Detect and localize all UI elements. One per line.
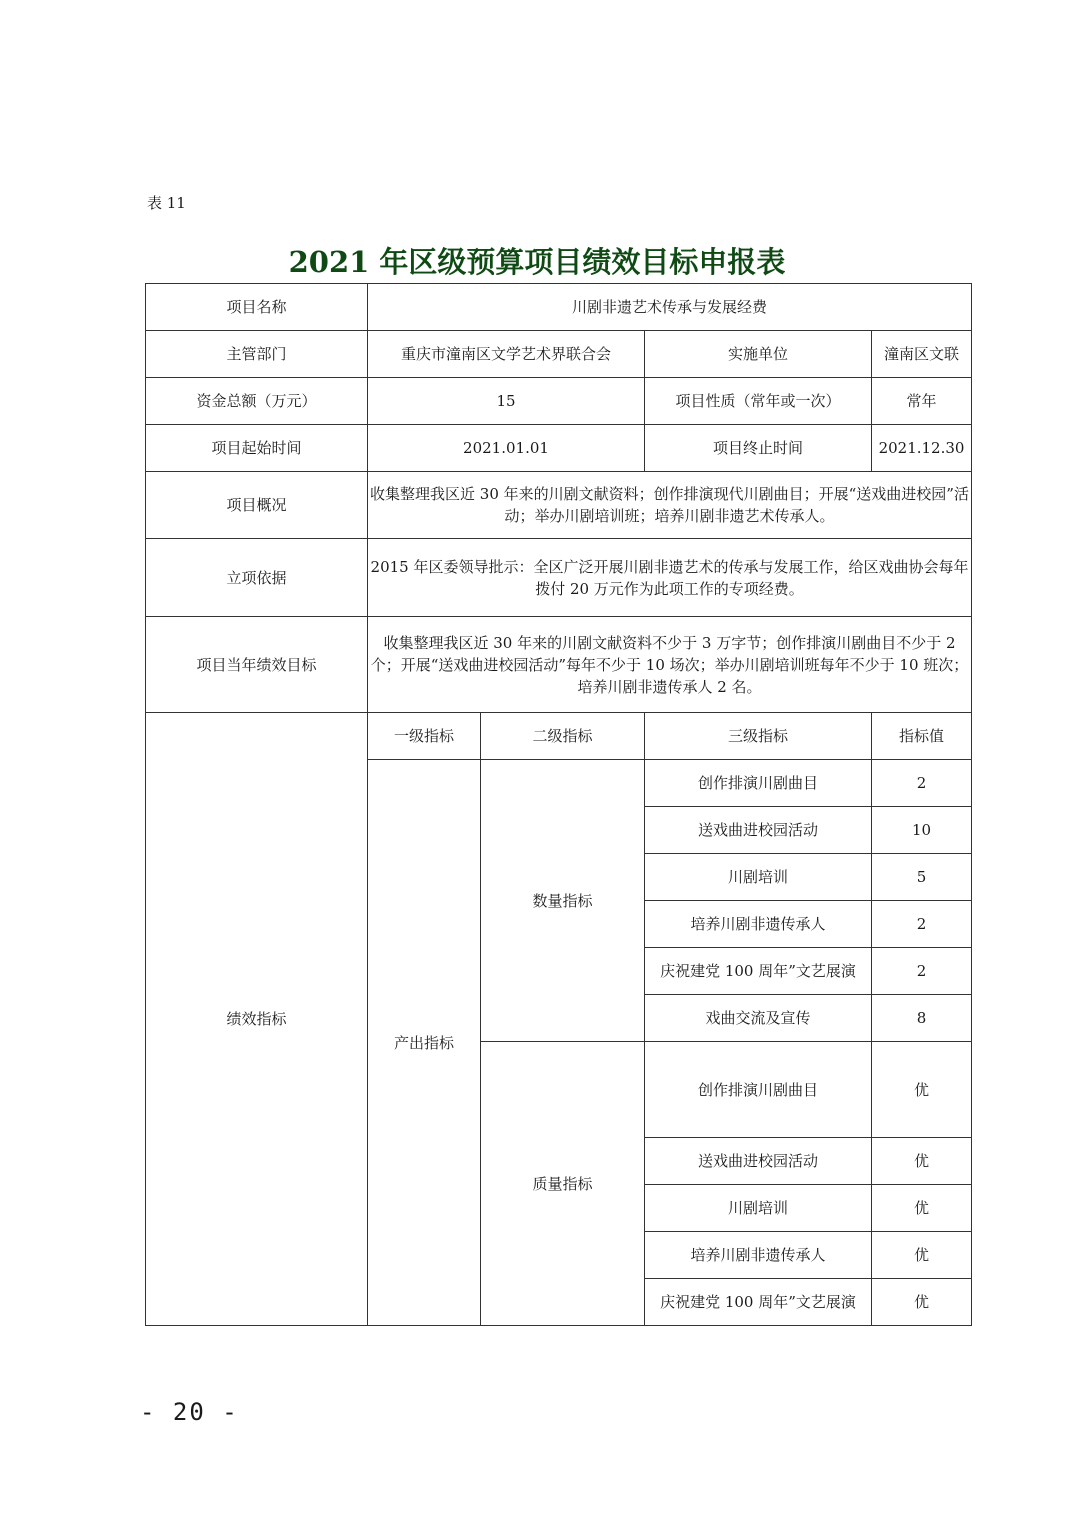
indicator-value: 优 — [872, 1279, 972, 1326]
row-dept — [146, 331, 972, 378]
indicator-value: 优 — [872, 1185, 972, 1232]
indicator-value: 8 — [872, 995, 972, 1042]
table-label: 表 11 — [147, 194, 186, 212]
label-total-funds: 资金总额（万元） — [146, 378, 368, 425]
level3-item: 庆祝建党 100 周年”文艺展演 — [645, 1279, 872, 1326]
indicator-value: 优 — [872, 1232, 972, 1279]
document-title: 2021 年区级预算项目绩效目标申报表 — [288, 245, 786, 279]
label-managing-dept: 主管部门 — [146, 331, 368, 378]
indicator-value: 优 — [872, 1042, 972, 1138]
header-level2: 二级指标 — [481, 713, 645, 760]
level3-item: 创作排演川剧曲目 — [645, 1042, 872, 1138]
level3-item: 戏曲交流及宣传 — [645, 995, 872, 1042]
label-impl-unit: 实施单位 — [645, 331, 872, 378]
row-time — [146, 425, 972, 472]
row-basis — [146, 539, 972, 617]
level3-item: 培养川剧非遗传承人 — [645, 901, 872, 948]
indicator-value: 5 — [872, 854, 972, 901]
row-indicator-headers — [146, 713, 972, 760]
level1-output: 产出指标 — [368, 760, 481, 1326]
performance-target-table — [145, 283, 972, 1326]
indicator-value: 2 — [872, 901, 972, 948]
header-level1: 一级指标 — [368, 713, 481, 760]
level3-item: 送戏曲进校园活动 — [645, 1138, 872, 1185]
label-indicators: 绩效指标 — [146, 713, 368, 1326]
value-start-time: 2021.01.01 — [368, 425, 645, 472]
level3-item: 送戏曲进校园活动 — [645, 807, 872, 854]
value-annual-goal: 收集整理我区近 30 年来的川剧文献资料不少于 3 万字节；创作排演川剧曲目不少于 2 个；开展“送戏曲进校园活动”每年不少于 10 场次；举办川剧培训班每年不少于 10 班次；培养川剧非遗传承人 2 名。 — [368, 617, 972, 713]
level2-quantity: 数量指标 — [481, 760, 645, 1042]
level2-quality: 质量指标 — [481, 1042, 645, 1326]
value-overview: 收集整理我区近 30 年来的川剧文献资料；创作排演现代川剧曲目；开展“送戏曲进校园”活动；举办川剧培训班；培养川剧非遗艺术传承人。 — [368, 472, 972, 539]
indicator-value: 2 — [872, 948, 972, 995]
row-annual-goal — [146, 617, 972, 713]
level3-item: 川剧培训 — [645, 854, 872, 901]
label-basis: 立项依据 — [146, 539, 368, 617]
value-managing-dept: 重庆市潼南区文学艺术界联合会 — [368, 331, 645, 378]
row-funds — [146, 378, 972, 425]
label-project-name: 项目名称 — [146, 284, 368, 331]
indicator-value: 2 — [872, 760, 972, 807]
row-project-name — [146, 284, 972, 331]
value-project-nature: 常年 — [872, 378, 972, 425]
indicator-value: 优 — [872, 1138, 972, 1185]
level3-item: 培养川剧非遗传承人 — [645, 1232, 872, 1279]
level3-item: 庆祝建党 100 周年”文艺展演 — [645, 948, 872, 995]
label-overview: 项目概况 — [146, 472, 368, 539]
level3-item: 川剧培训 — [645, 1185, 872, 1232]
level3-item: 创作排演川剧曲目 — [645, 760, 872, 807]
value-total-funds: 15 — [368, 378, 645, 425]
label-start-time: 项目起始时间 — [146, 425, 368, 472]
indicator-value: 10 — [872, 807, 972, 854]
header-level3: 三级指标 — [645, 713, 872, 760]
label-end-time: 项目终止时间 — [645, 425, 872, 472]
label-project-nature: 项目性质（常年或一次） — [645, 378, 872, 425]
value-impl-unit: 潼南区文联 — [872, 331, 972, 378]
value-basis: 2015 年区委领导批示：全区广泛开展川剧非遗艺术的传承与发展工作，给区戏曲协会每年拨付 20 万元作为此项工作的专项经费。 — [368, 539, 972, 617]
value-project-name: 川剧非遗艺术传承与发展经费 — [368, 284, 972, 331]
value-end-time: 2021.12.30 — [872, 425, 972, 472]
row-overview — [146, 472, 972, 539]
header-value: 指标值 — [872, 713, 972, 760]
page-number: - 20 - — [140, 1398, 239, 1426]
label-annual-goal: 项目当年绩效目标 — [146, 617, 368, 713]
